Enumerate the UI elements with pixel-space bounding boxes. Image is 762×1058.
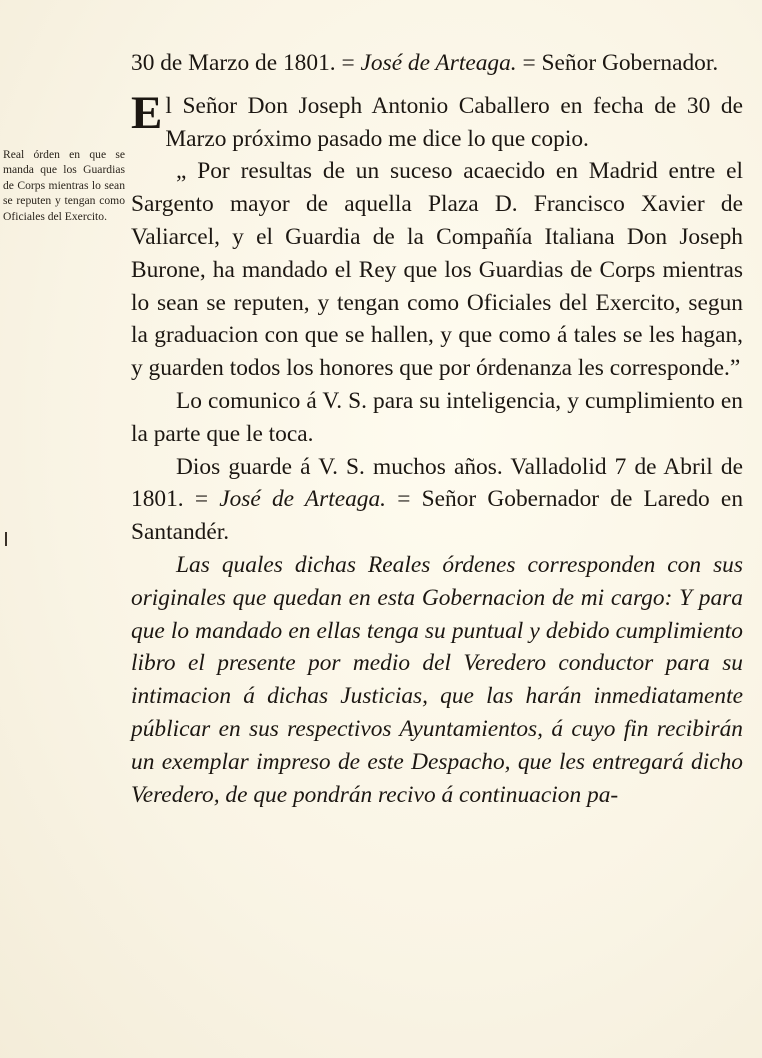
paragraph-quoted-order: „ Por resultas de un suceso acaecido en Madrid entre el Sargento mayor de aquella Plaza D. Francisco Xavier de Valiarcel, y el Guardia de la Compañía Italiana Don Joseph Burone, ha mandado el Rey que los Guardias de Corps mientras lo sean se reputen, y tengan como Oficiales del Exercito, segun la graduacion con que se hallen, y que como á tales se les hagan, y guarden todos los honores que por órdenanza les corresponde.” bbox=[131, 158, 743, 382]
paragraph-italic-decree: Las quales dichas Reales órdenes corresponden con sus originales que quedan en esta Gobernacion de mi cargo: Y para que lo mandado en ellas tenga su puntual y debido cumplimiento libro el presente por medio del Veredero conductor para su intimacion á dichas Justicias, que las harán inmediatamente públicar en sus respectivos Ayuntamientos, á cuyo fin recibirán un exemplar impreso de este Despacho, que les entregará dicho Veredero, de que pondrán recivo á continuacion pa- bbox=[131, 551, 743, 808]
margin-note-text: Real órden en que se manda que los Guardias de Corps mientras lo sean se reputen y tengan como Oficiales del Exercito. bbox=[3, 148, 125, 223]
signature-arteaga-2: José de Arteaga. bbox=[219, 486, 387, 513]
paragraph-caballero-text: l Señor Don Joseph Antonio Caballero en fecha de 30 de Marzo próximo pasado me dice lo que copio. bbox=[165, 92, 743, 152]
document-body bbox=[131, 47, 743, 811]
paragraph-date-line: 30 de Marzo de 1801. = José de Arteaga. = Señor Gobernador. bbox=[131, 50, 719, 76]
closing-date-text: Dios guarde á V. S. muchos años. Valladolid 7 de Abril de 1801. bbox=[131, 453, 743, 513]
addressee-laredo: Señor Gobernador de Laredo en Santandér. bbox=[131, 486, 744, 546]
paragraph-communication: Lo comunico á V. S. para su inteligencia, y cumplimiento en la parte que le toca. bbox=[131, 387, 743, 447]
date-text: 30 de Marzo de 1801. bbox=[131, 50, 336, 76]
signature-arteaga: José de Arteaga. bbox=[360, 50, 517, 76]
paragraph-closing-date: Dios guarde á V. S. muchos años. Valladolid 7 de Abril de 1801. = José de Arteaga. = Señor Gobernador de Laredo en Santandér. bbox=[131, 453, 744, 546]
margin-mark bbox=[5, 532, 7, 546]
margin-note bbox=[3, 147, 125, 224]
paragraph-caballero bbox=[131, 86, 743, 156]
addressee: Señor Gobernador. bbox=[541, 50, 719, 76]
drop-cap: E bbox=[131, 86, 162, 139]
